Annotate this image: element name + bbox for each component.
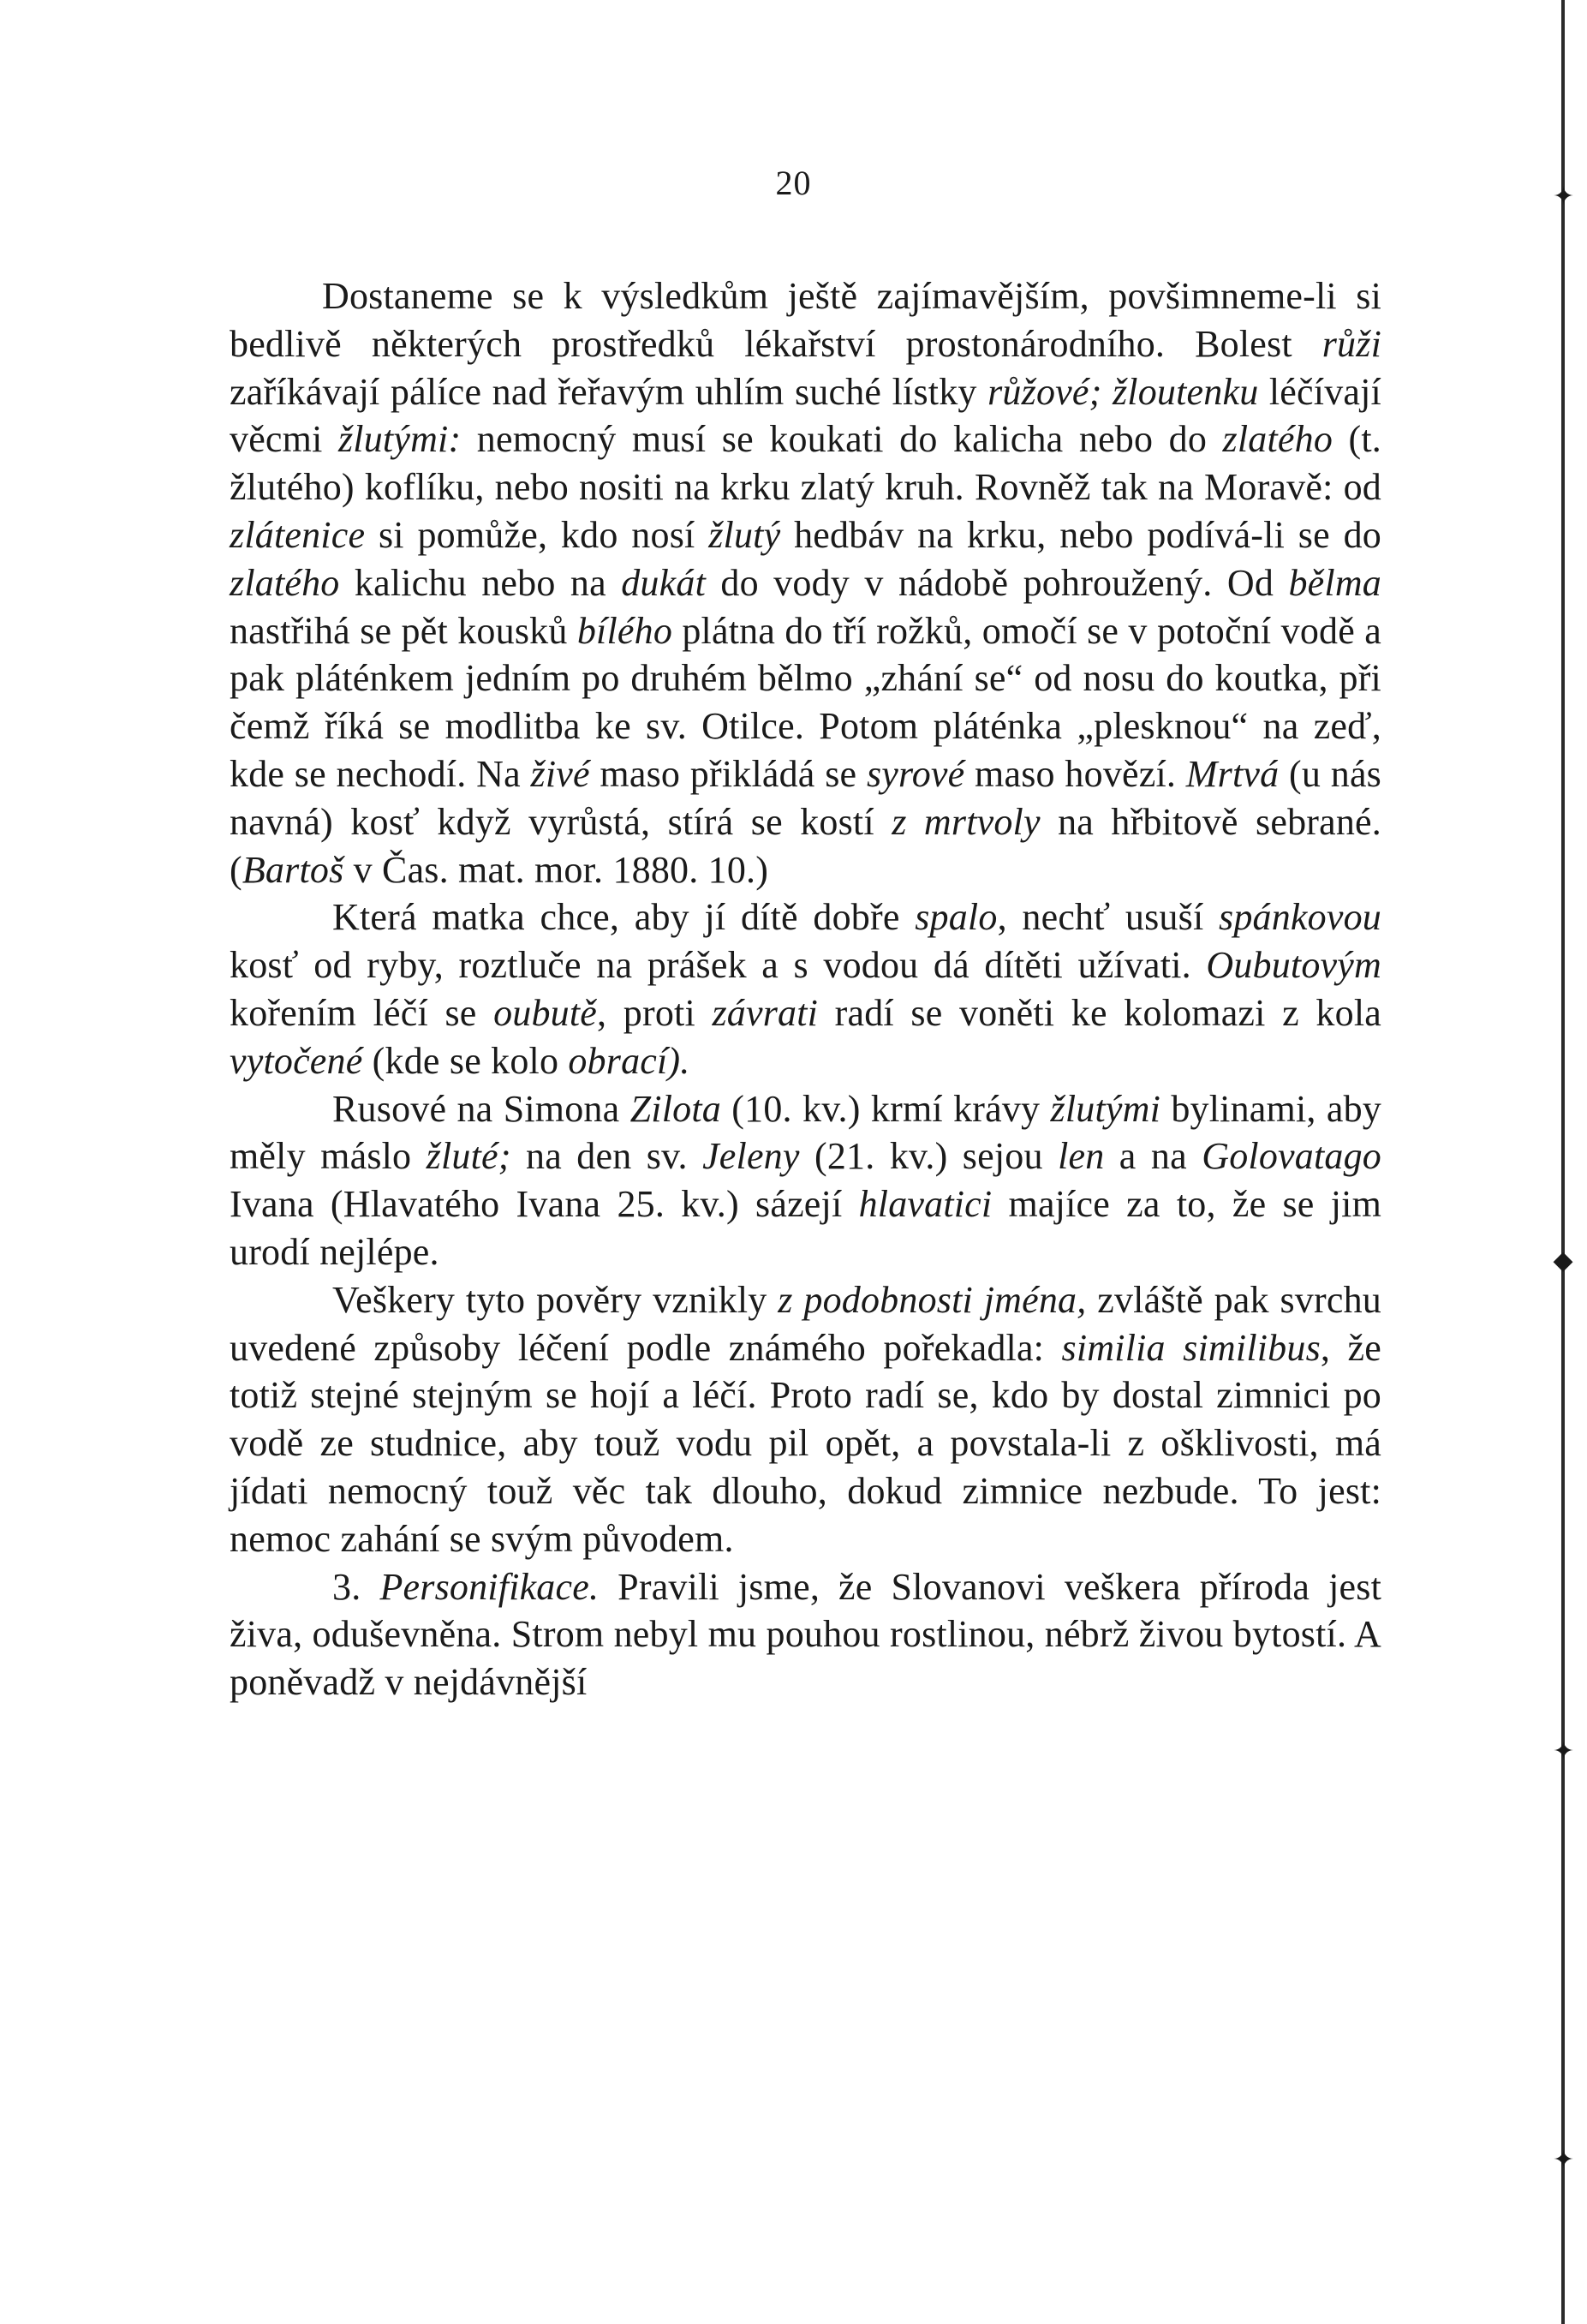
italic-term: Zilota <box>629 1087 721 1130</box>
italic-term: Mrtvá <box>1185 752 1280 795</box>
text-run: na hřbitově sebrané. ( <box>230 800 1381 891</box>
paragraph <box>230 272 1381 893</box>
text-run: nastřihá se pět kousků <box>230 609 577 652</box>
text-run: maso hovězí. <box>964 752 1186 795</box>
text-run: , nechť usuší <box>997 896 1219 939</box>
text-run: Která matka chce, aby jí dítě dobře <box>332 896 916 939</box>
text-run: Rusové na Simona <box>332 1087 630 1130</box>
text-run: majíce za to, že se jim urodí nejlépe. <box>230 1183 1381 1273</box>
text-run: bylinami, aby měly máslo <box>230 1087 1381 1178</box>
paragraph <box>230 1276 1381 1563</box>
text-run: a na <box>1104 1135 1202 1178</box>
italic-term: Jeleny <box>702 1135 800 1178</box>
body-text <box>230 272 1381 1706</box>
italic-term: Bartoš <box>242 848 344 891</box>
text-run: maso přikládá se <box>589 752 867 795</box>
paragraph <box>230 893 1381 1084</box>
edge-mark-icon: ✦ <box>1553 2145 1575 2175</box>
text-run: Pravili jsme, že Slovanovi veškera příroda jest živa, oduševněna. Strom nebyl mu pouhou rostlinou, nébrž živou bytostí. A poněvadž v nejdávnější <box>230 1565 1381 1704</box>
paragraph <box>230 1085 1381 1276</box>
text-run: zvláště pak svrchu uvedené způsoby léčení podle známého pořekadla: <box>230 1278 1381 1369</box>
italic-term: Personifikace. <box>379 1565 600 1608</box>
text-run: nemocný musí se koukati do kalicha nebo do <box>461 418 1223 461</box>
text-run: (t. žlutého) koflíku, nebo nositi na krku zlatý kruh. Rovněž tak na Moravě: od <box>230 418 1381 509</box>
text-run: Ivana (Hlavatého Ivana 25. kv.) sázejí <box>230 1183 859 1226</box>
italic-term: žlutými <box>1050 1087 1161 1130</box>
text-run: si pomůže, kdo nosí <box>365 513 709 556</box>
edge-mark-icon: ✦ <box>1553 182 1575 212</box>
italic-term: bělma <box>1288 561 1381 604</box>
italic-term: živé <box>530 752 590 795</box>
text-run: radí se voněti ke kolomazi z kola <box>818 991 1381 1034</box>
text-run: plátna do tří rožků, omočí se v potoční vodě a pak pláténkem jedním po druhém bělmo „zhání se“ od nosu do koutka, při čemž říká se modlitba ke sv. Otilce. Potom pláténka „plesknou“ na zeď, kde se nechodí. Na <box>230 609 1381 795</box>
italic-term: obrací). <box>568 1039 690 1082</box>
text-run: do vody v nádobě pohroužený. Od <box>706 561 1289 604</box>
text-run: (kde se kolo <box>362 1039 569 1082</box>
text-run: (10. kv.) krmí krávy <box>721 1087 1051 1130</box>
italic-term: dukát <box>621 561 706 604</box>
italic-term: z podobnosti jména, <box>778 1278 1087 1321</box>
text-run: v Čas. mat. mor. 1880. 10.) <box>343 848 769 891</box>
italic-term: žluté; <box>426 1135 511 1178</box>
italic-term: Golovatago <box>1202 1135 1381 1178</box>
italic-term: spánkovou <box>1219 896 1381 939</box>
text-run: léčívají věcmi <box>230 370 1381 461</box>
scan-edge-rule <box>1561 0 1565 2324</box>
text-run: kořením léčí se <box>230 991 494 1034</box>
edge-mark-icon: ◆ <box>1553 1246 1573 1276</box>
text-run: 3. <box>332 1565 380 1608</box>
italic-term: růžové; žloutenku <box>987 370 1259 413</box>
text-run: na den sv. <box>510 1135 703 1178</box>
italic-term: spalo <box>915 896 998 939</box>
italic-term: růži <box>1322 322 1381 365</box>
text-run: Dostaneme se k výsledkům ještě zajímavějším, povšimneme-li si bedlivě některých prostředků lékařství prostonárodního. Bolest <box>230 275 1381 365</box>
text-run: , proti <box>597 991 713 1034</box>
edge-mark-icon: ✦ <box>1553 1736 1575 1766</box>
italic-term: vytočené <box>230 1039 363 1082</box>
italic-term: zlatého <box>230 561 340 604</box>
italic-term: len <box>1058 1135 1105 1178</box>
paragraph <box>230 1563 1381 1706</box>
italic-term: z mrtvoly <box>892 800 1041 843</box>
italic-term: zlátenice <box>230 513 366 556</box>
italic-term: bílého <box>576 609 673 652</box>
italic-term: závrati <box>712 991 819 1034</box>
italic-term: žlutými: <box>337 418 462 461</box>
text-run: Veškery tyto pověry vznikly <box>332 1278 779 1321</box>
text-run: zaříkávají pálíce nad řeřavým uhlím suché lístky <box>230 370 988 413</box>
page-number: 20 <box>775 164 812 202</box>
italic-term: hlavatici <box>858 1183 993 1226</box>
text-run: kalichu nebo na <box>339 561 622 604</box>
text-run: , že totiž stejné stejným se hojí a léčí. Proto radí se, kdo by dostal zimnici po vodě ze studnice, aby touž vodu pil opět, a povstala-li z ošklivosti, má jídati nemocný touž věc tak dlouho, dokud zimnice nezbude. To jest: nemoc zahání se svým původem. <box>230 1326 1381 1560</box>
italic-term: similia similibus <box>1061 1326 1321 1369</box>
italic-term: žlutý <box>708 513 781 556</box>
italic-term: Oubutovým <box>1206 944 1381 987</box>
text-run: hedbáv na krku, nebo podívá-li se do <box>780 513 1381 556</box>
italic-term: oubutě <box>493 991 598 1034</box>
text-run: kosť od ryby, roztluče na prášek a s vodou dá dítěti užívati. <box>230 944 1207 987</box>
italic-term: zlatého <box>1222 418 1333 461</box>
text-run: (u nás navná) kosť když vyrůstá, stírá se kostí <box>230 752 1381 843</box>
text-run: (21. kv.) sejou <box>799 1135 1059 1178</box>
italic-term: syrové <box>866 752 965 795</box>
